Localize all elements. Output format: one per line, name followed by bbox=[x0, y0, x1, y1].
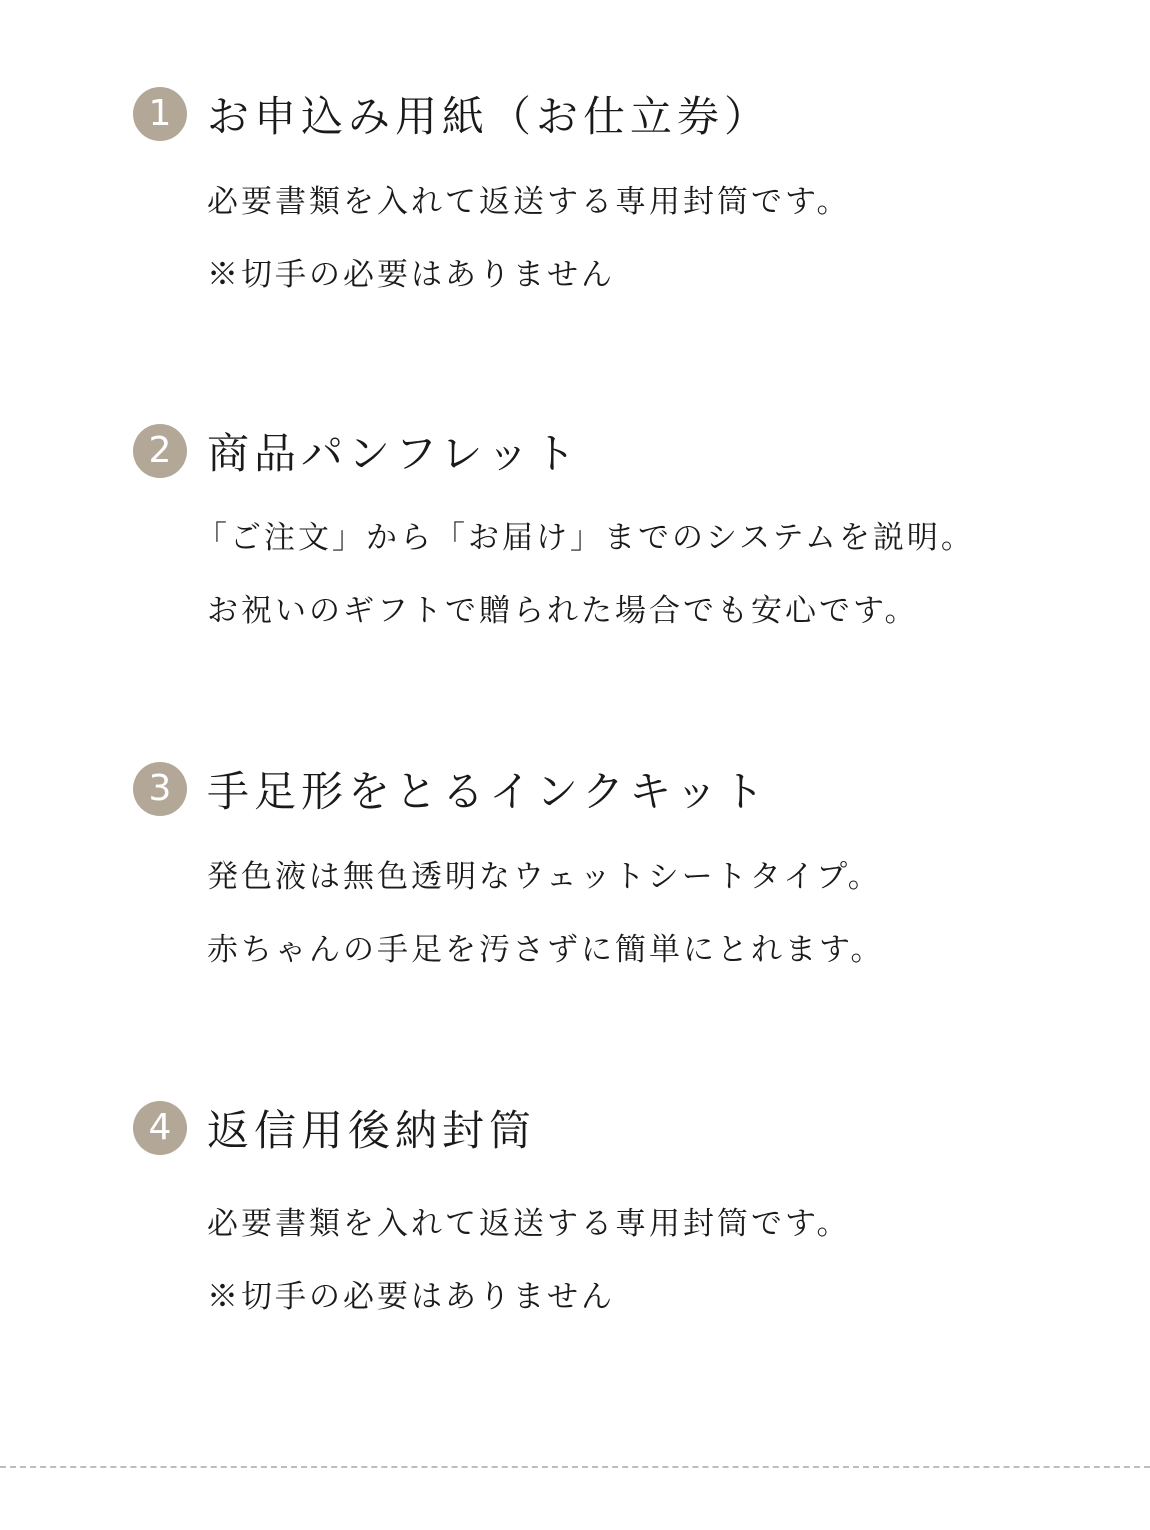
item-3-description-line-2: 赤ちゃんの手足を汚さずに簡単にとれます。 bbox=[207, 932, 885, 968]
item-2-title: 商品パンフレット bbox=[207, 429, 581, 478]
item-1-title: お申込み用紙（お仕立券） bbox=[207, 92, 772, 141]
number-badge-4: 4 bbox=[133, 1101, 187, 1155]
item-3-header bbox=[133, 761, 769, 817]
dashed-divider bbox=[0, 1466, 1150, 1468]
item-1-description-line-2: ※切手の必要はありません bbox=[207, 257, 615, 293]
item-2-description-line-1: 「ご注文」から「お届け」までのシステムを説明。 bbox=[196, 520, 975, 556]
item-4-description-line-2: ※切手の必要はありません bbox=[207, 1279, 615, 1315]
item-2-header bbox=[133, 423, 581, 479]
number-badge-2: 2 bbox=[133, 424, 187, 478]
number-badge-1: 1 bbox=[133, 87, 187, 141]
number-badge-3: 3 bbox=[133, 762, 187, 816]
item-4-description-line-1: 必要書類を入れて返送する専用封筒です。 bbox=[207, 1206, 851, 1242]
item-3-description-line-1: 発色液は無色透明なウェットシートタイプ。 bbox=[207, 859, 882, 895]
item-2-description-line-2: お祝いのギフトで贈られた場合でも安心です。 bbox=[207, 593, 919, 629]
item-1-description-line-1: 必要書類を入れて返送する専用封筒です。 bbox=[207, 184, 851, 220]
item-4-header bbox=[133, 1100, 536, 1156]
item-1-header bbox=[133, 86, 771, 142]
item-4-title: 返信用後納封筒 bbox=[207, 1106, 537, 1155]
item-3-title: 手足形をとるインクキット bbox=[207, 767, 770, 816]
